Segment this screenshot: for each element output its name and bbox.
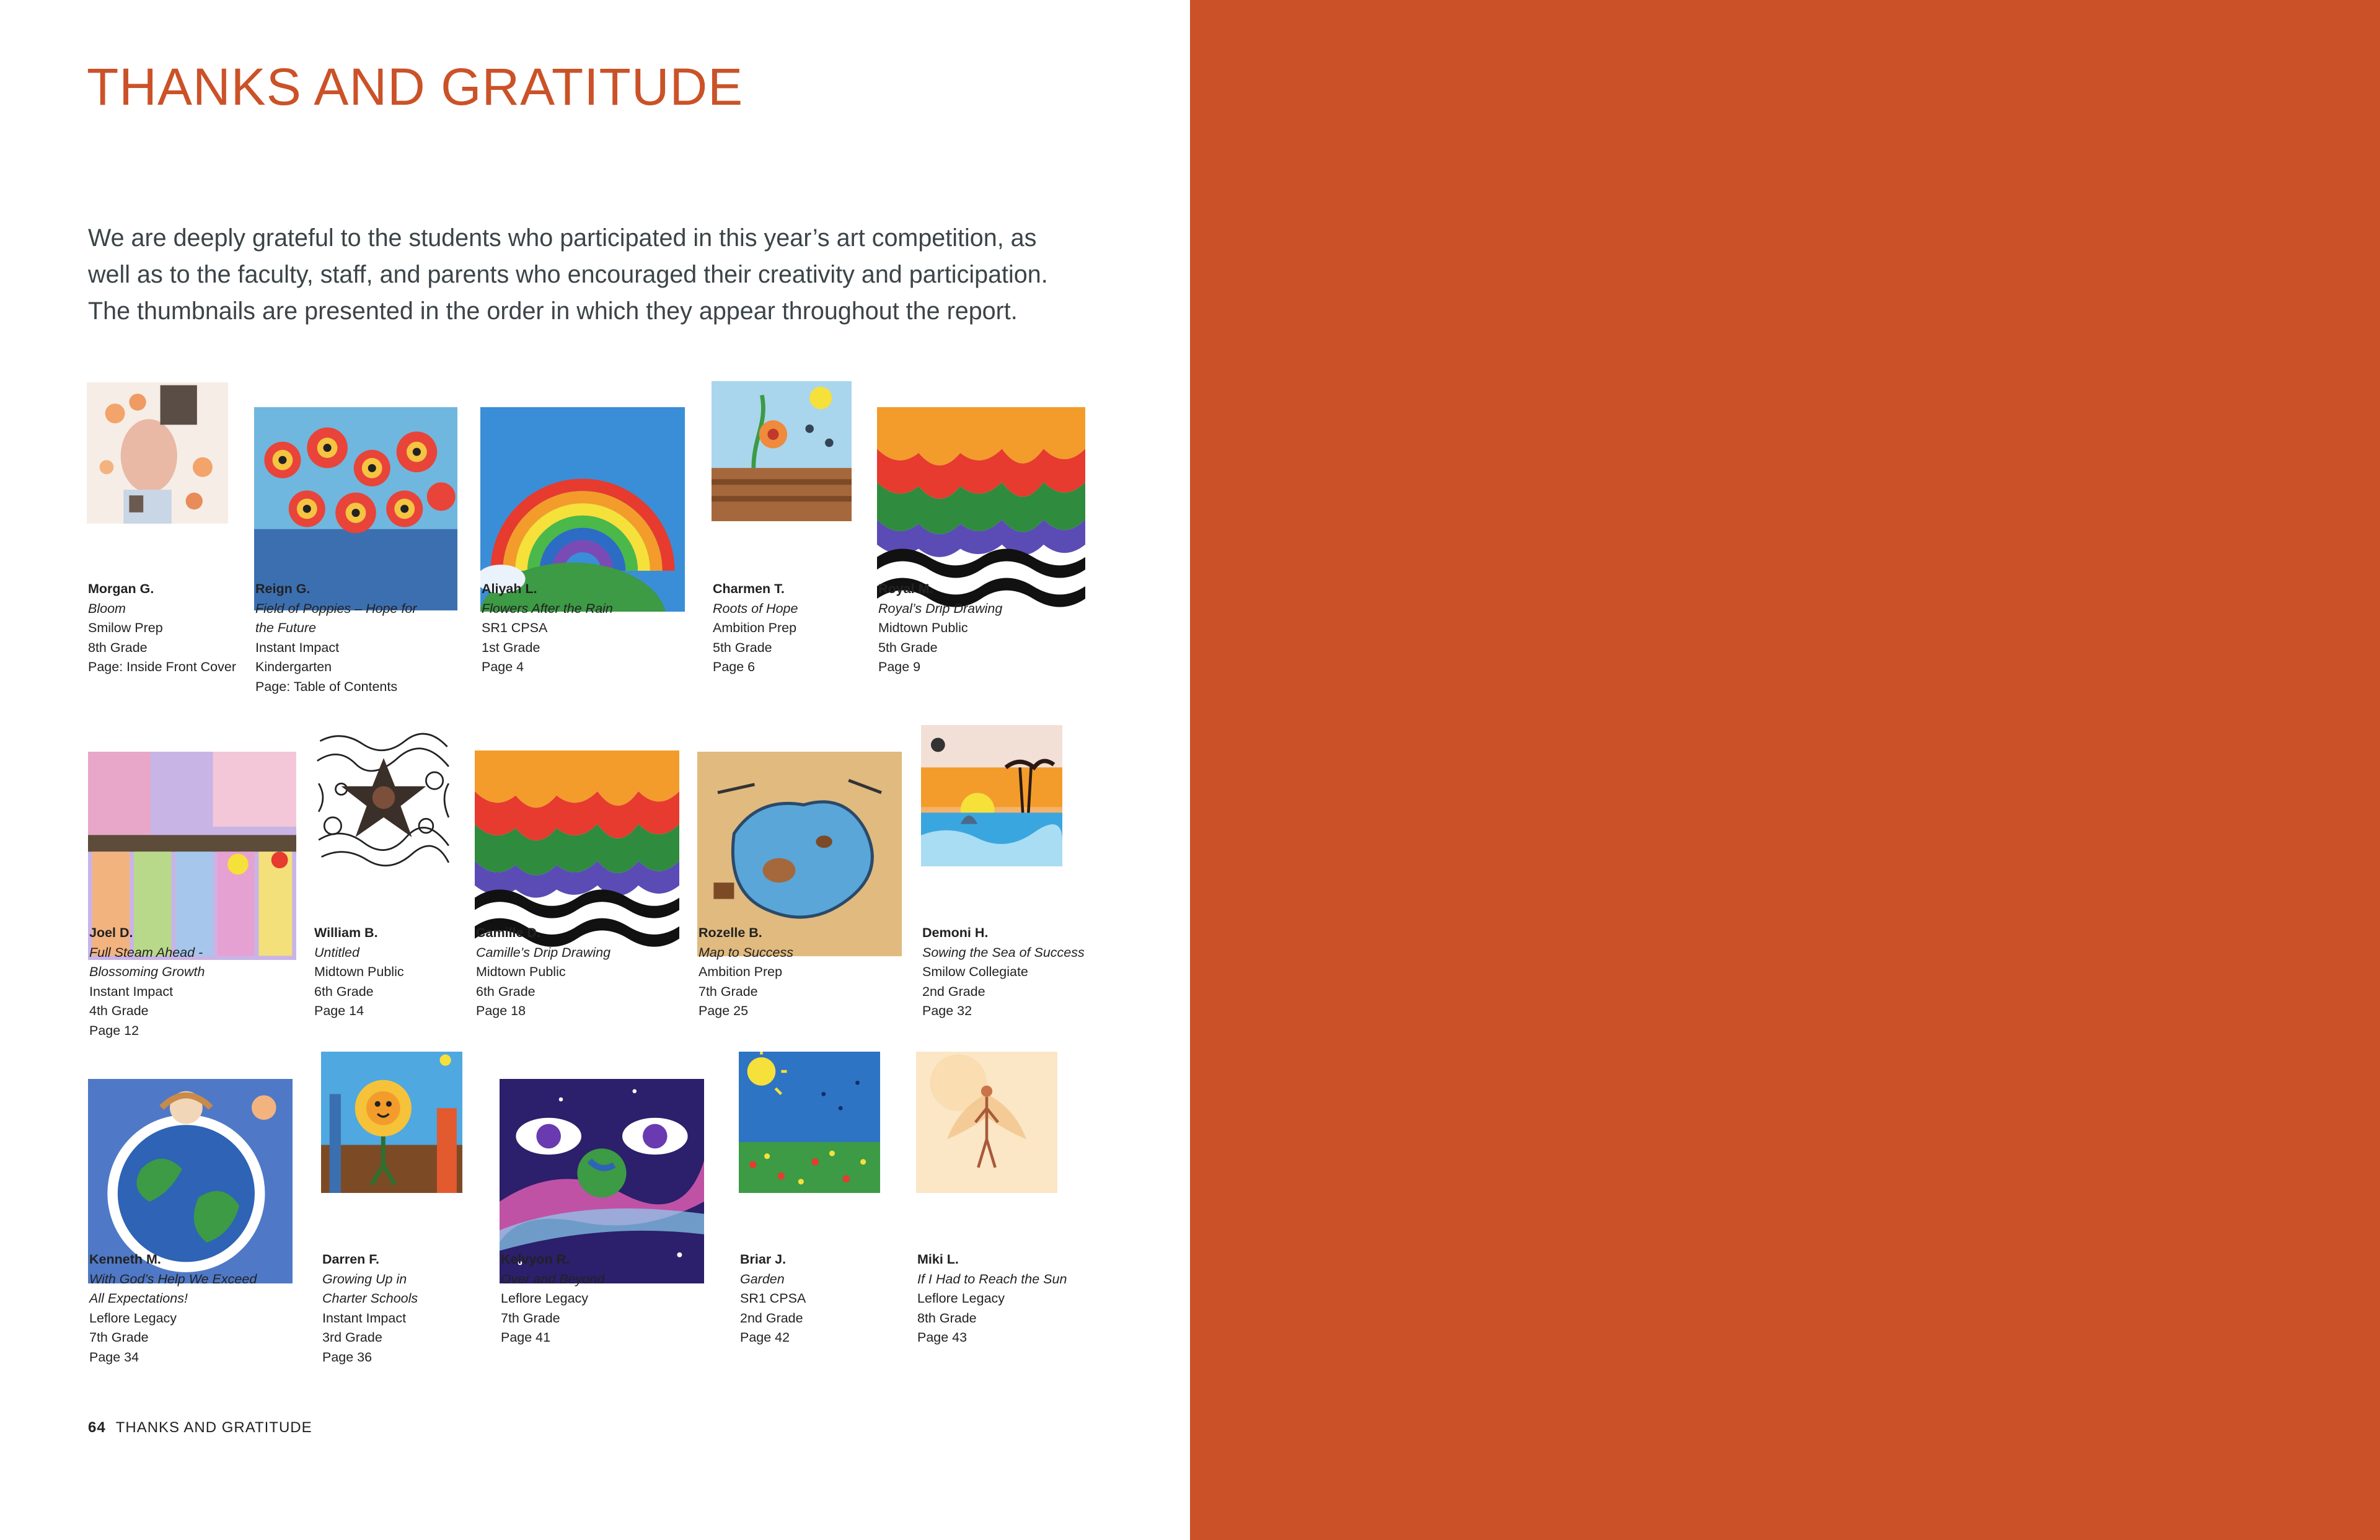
sunflower-face-artwork	[321, 1052, 462, 1237]
report-page-reference: Page 34	[89, 1349, 139, 1365]
artwork-caption	[501, 1250, 604, 1348]
report-page-reference: Page 9	[878, 659, 921, 674]
artwork-caption	[89, 923, 205, 1041]
grade-level: 4th Grade	[89, 1003, 149, 1018]
report-page-reference: Page: Inside Front Cover	[88, 659, 237, 674]
intro-paragraph	[88, 220, 1080, 330]
artwork-title: Bloom	[88, 601, 126, 616]
report-page-reference: Page 4	[482, 659, 524, 674]
artwork-caption	[922, 923, 1085, 1021]
artwork-title: Blossoming Growth	[89, 964, 205, 979]
intro-line: We are deeply grateful to the students who participated in this year’s art competition, as	[88, 224, 1037, 252]
artwork-title: Sowing the Sea of Success	[922, 944, 1085, 960]
student-name: William B.	[314, 925, 378, 940]
artwork-title: Growing Up in	[322, 1271, 407, 1287]
intro-line: well as to the faculty, staff, and parents who encouraged their creativity and participation.	[88, 261, 1048, 288]
school-name: Leflore Legacy	[917, 1291, 1005, 1306]
colorful-drips-artwork	[475, 750, 679, 912]
artwork-caption	[88, 579, 236, 677]
student-name: Kelvyon R.	[501, 1252, 570, 1267]
artwork-title: If I Had to Reach the Sun	[917, 1271, 1067, 1287]
artwork-title: the Future	[255, 620, 316, 635]
report-page-reference: Page 41	[501, 1330, 551, 1345]
colorful-building-artwork	[88, 752, 296, 912]
school-name: Midtown Public	[314, 964, 404, 979]
artwork-caption	[314, 923, 404, 1021]
page-title: THANKS AND GRATITUDE	[87, 58, 744, 116]
student-name: Joel D.	[89, 925, 133, 940]
report-page-reference: Page 36	[322, 1349, 372, 1365]
grade-level: 5th Grade	[878, 640, 938, 655]
portrait-with-flowers-artwork	[87, 382, 228, 567]
rainbow-over-hill-artwork	[480, 407, 685, 567]
sunny-garden-artwork	[739, 1052, 880, 1237]
doodle-star-artwork	[313, 727, 454, 912]
student-name: Rozelle B.	[699, 925, 762, 940]
school-name: Smilow Prep	[88, 620, 163, 635]
school-name: SR1 CPSA	[482, 620, 548, 635]
artwork-caption	[740, 1250, 806, 1348]
student-name: Briar J.	[740, 1252, 787, 1267]
artwork-caption	[476, 923, 610, 1021]
globe-embrace-artwork	[88, 1079, 293, 1237]
intro-line: The thumbnails are presented in the order in which they appear throughout the report.	[88, 297, 1018, 325]
grade-level: 2nd Grade	[740, 1310, 803, 1326]
grade-level: 3rd Grade	[322, 1330, 382, 1345]
grade-level: 8th Grade	[88, 640, 148, 655]
artwork-title: All Expectations!	[89, 1291, 188, 1306]
artwork-caption	[482, 579, 613, 677]
artwork-title: Untitled	[314, 944, 359, 960]
page-number: 64	[88, 1419, 106, 1436]
artwork-caption	[322, 1250, 418, 1367]
report-page-reference: Page 18	[476, 1003, 526, 1018]
student-name: Darren F.	[322, 1252, 380, 1267]
school-name: Instant Impact	[89, 983, 174, 999]
school-name: SR1 CPSA	[740, 1291, 806, 1306]
school-name: Midtown Public	[476, 964, 566, 979]
treasure-map-artwork	[697, 752, 902, 912]
report-page-reference: Page 43	[917, 1330, 967, 1345]
school-name: Midtown Public	[878, 620, 968, 635]
school-name: Instant Impact	[255, 640, 340, 655]
galaxy-eyes-artwork	[500, 1079, 704, 1237]
colorful-drips-artwork	[877, 407, 1085, 567]
student-name: Demoni H.	[922, 925, 989, 940]
artwork-title: Charter Schools	[322, 1291, 418, 1306]
artwork-caption	[713, 579, 798, 677]
student-name: Camille D.	[476, 925, 540, 940]
school-name: Smilow Collegiate	[922, 964, 1028, 979]
student-name: Kenneth M.	[89, 1252, 161, 1267]
artwork-title: Over and Beyond	[501, 1271, 605, 1287]
student-name: Morgan G.	[88, 581, 154, 596]
report-page-reference: Page 6	[713, 659, 756, 674]
report-page-reference: Page 25	[699, 1003, 749, 1018]
orange-facing-page	[1190, 0, 2380, 1540]
artwork-caption	[89, 1250, 257, 1367]
grade-level: 1st Grade	[482, 640, 540, 655]
student-name: Miki L.	[917, 1252, 959, 1267]
school-name: Instant Impact	[322, 1310, 407, 1326]
grade-level: 7th Grade	[501, 1310, 560, 1326]
artwork-title: Map to Success	[699, 944, 793, 960]
school-name: Ambition Prep	[699, 964, 783, 979]
artwork-title: Field of Poppies – Hope for	[255, 601, 417, 616]
winged-figure-artwork	[916, 1052, 1057, 1237]
school-name: Ambition Prep	[713, 620, 797, 635]
grade-level: 6th Grade	[476, 983, 536, 999]
artwork-title: With God’s Help We Exceed	[89, 1271, 257, 1287]
artwork-caption	[917, 1250, 1067, 1348]
school-name: Leflore Legacy	[89, 1310, 177, 1326]
student-name: Royal M.	[878, 581, 933, 596]
artwork-title: Full Steam Ahead -	[89, 944, 203, 960]
report-page-reference: Page 12	[89, 1023, 139, 1038]
grade-level: 6th Grade	[314, 983, 374, 999]
grade-level: 7th Grade	[89, 1330, 149, 1345]
artwork-title: Garden	[740, 1271, 785, 1287]
artwork-title: Flowers After the Rain	[482, 601, 613, 616]
sunset-sea-artwork	[921, 725, 1062, 912]
report-page-reference: Page 32	[922, 1003, 972, 1018]
artwork-caption	[255, 579, 417, 697]
student-name: Charmen T.	[713, 581, 785, 596]
student-name: Reign G.	[255, 581, 311, 596]
artwork-title: Royal’s Drip Drawing	[878, 601, 1003, 616]
grade-level: Kindergarten	[255, 659, 332, 674]
school-name: Leflore Legacy	[501, 1291, 589, 1306]
student-name: Aliyah L.	[482, 581, 537, 596]
artwork-title: Roots of Hope	[713, 601, 798, 616]
report-page-reference: Page 14	[314, 1003, 364, 1018]
grade-level: 5th Grade	[713, 640, 772, 655]
report-page-reference: Page: Table of Contents	[255, 679, 398, 694]
page-footer	[88, 1419, 312, 1437]
grade-level: 2nd Grade	[922, 983, 985, 999]
artwork-caption	[878, 579, 1002, 677]
footer-section-title: THANKS AND GRATITUDE	[115, 1419, 312, 1436]
grade-level: 8th Grade	[917, 1310, 977, 1326]
artwork-title: Camille’s Drip Drawing	[476, 944, 611, 960]
artwork-caption	[699, 923, 793, 1021]
poppy-field-artwork	[254, 407, 457, 567]
report-page-reference: Page 42	[740, 1330, 790, 1345]
grade-level: 7th Grade	[699, 983, 758, 999]
flower-above-soil-artwork	[712, 381, 852, 567]
